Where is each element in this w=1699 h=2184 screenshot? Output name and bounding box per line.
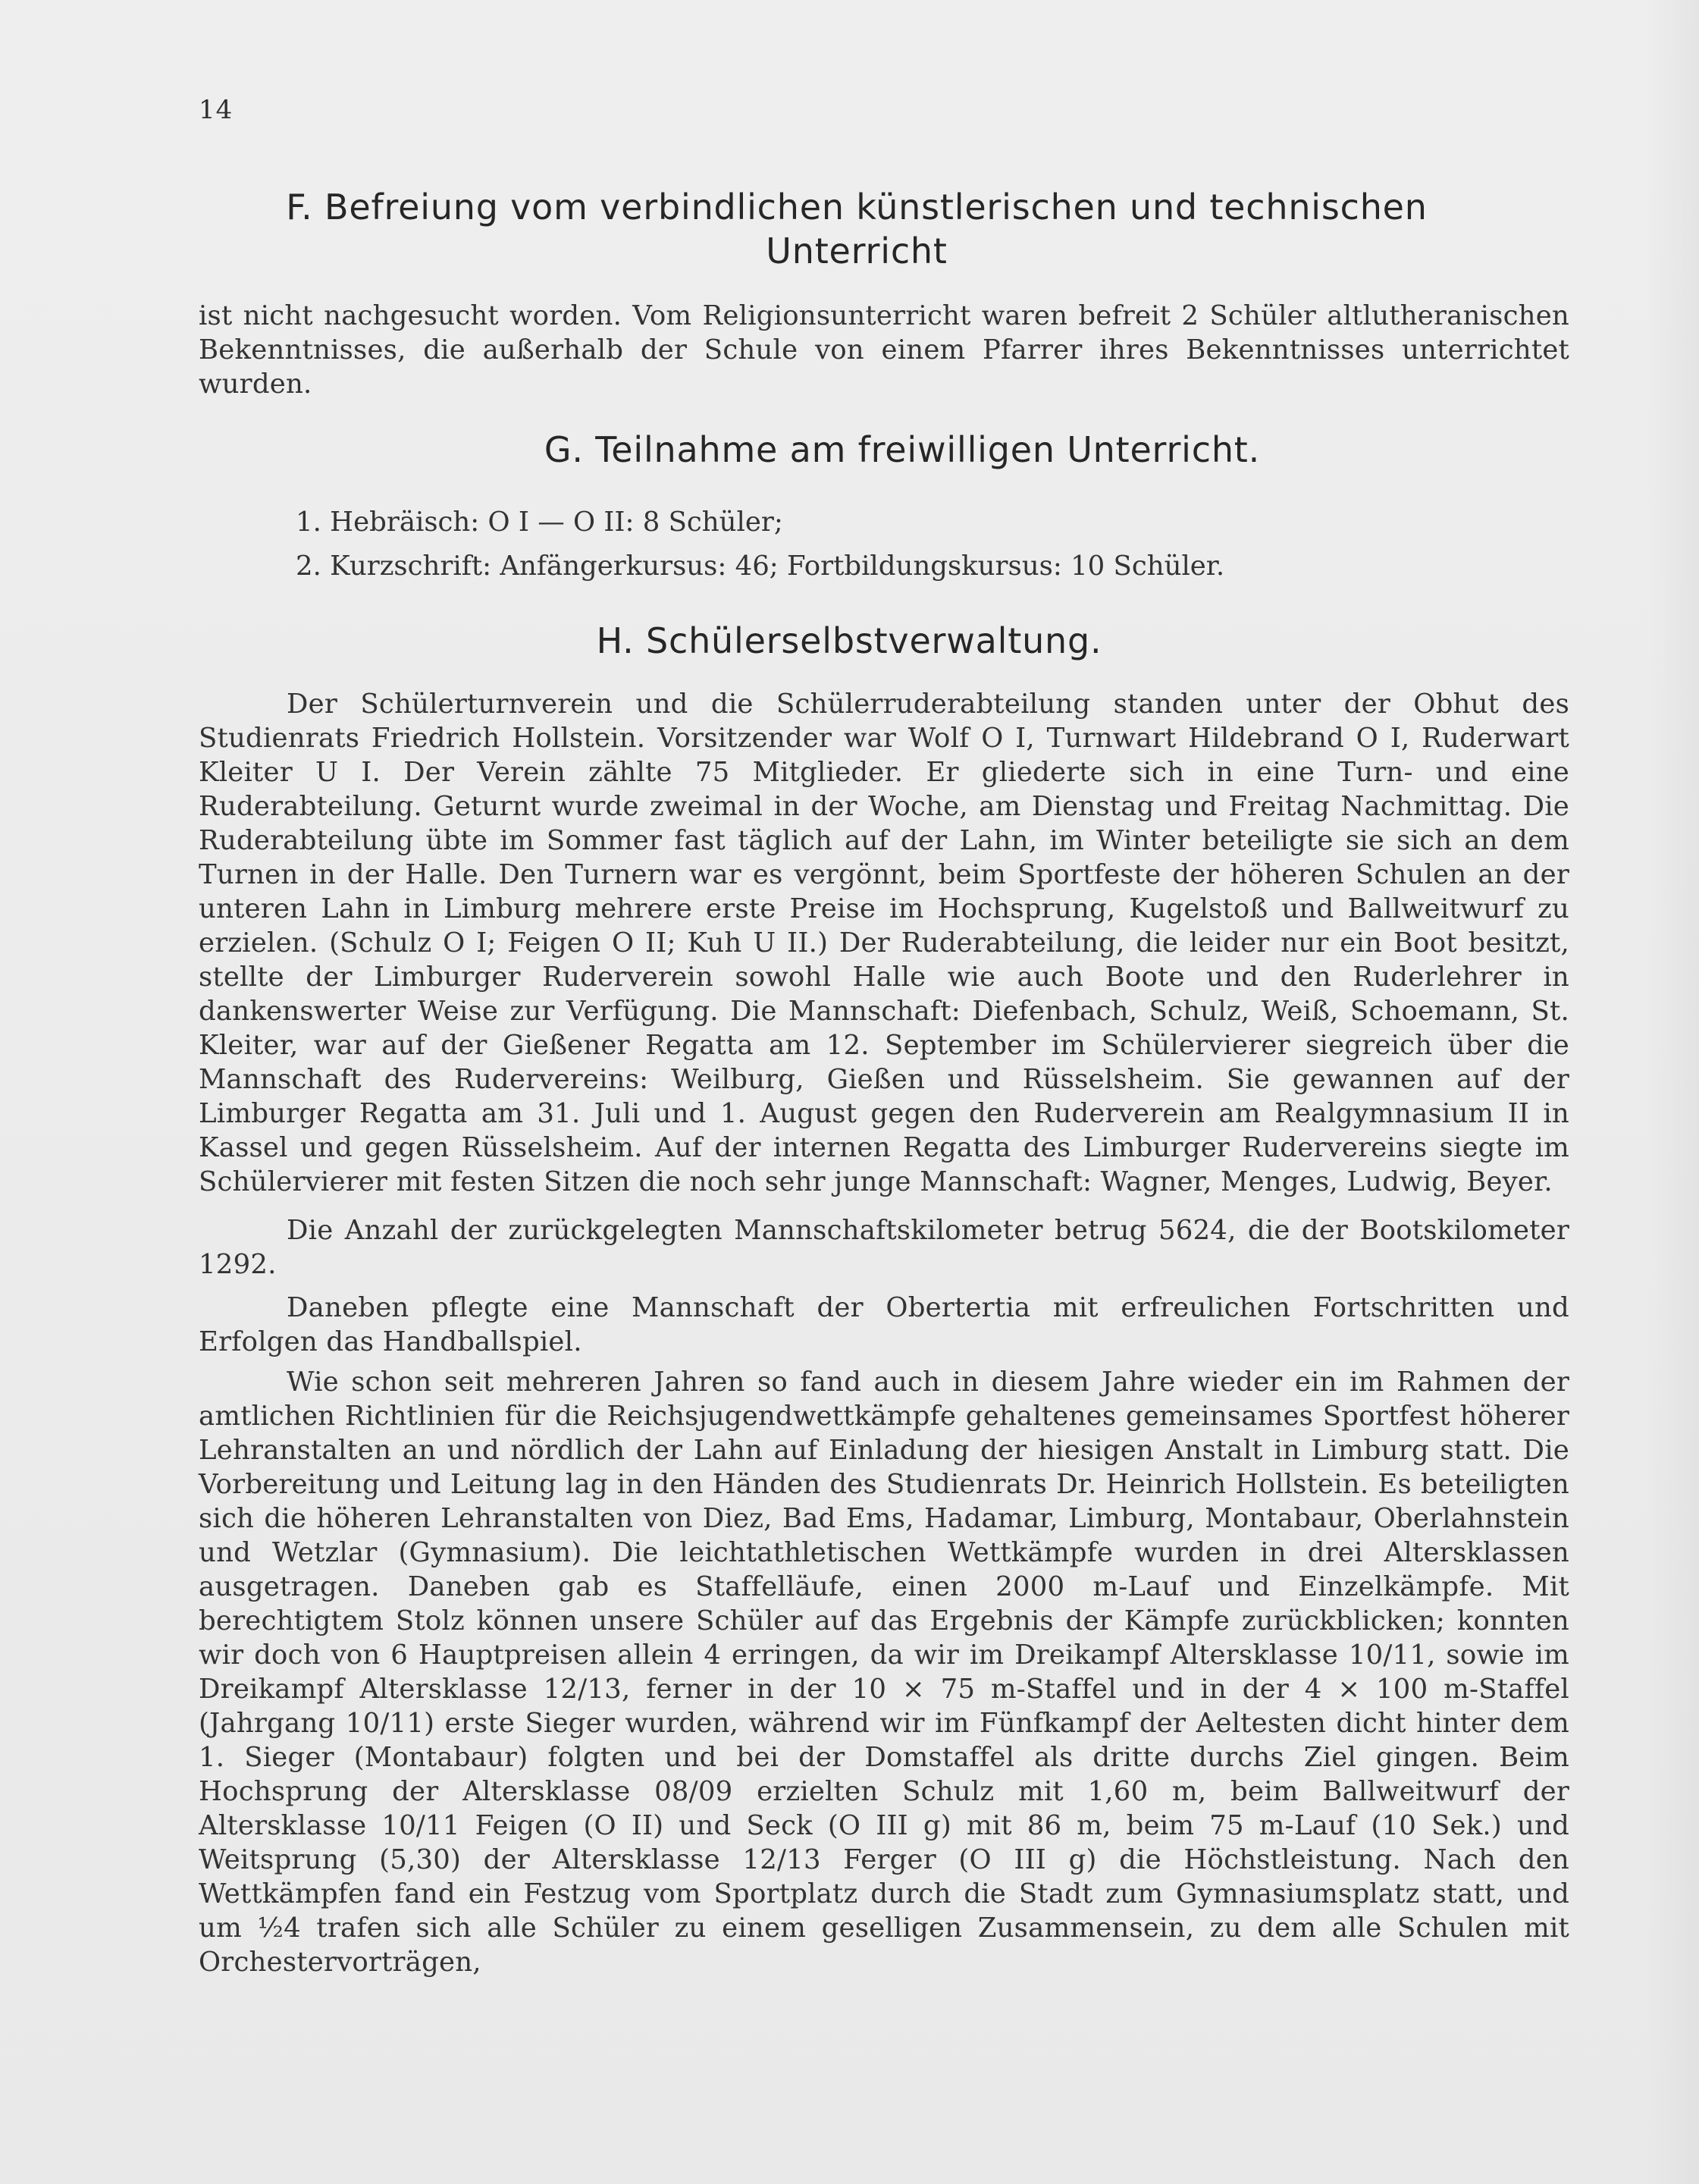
list-item-text: 2. Kurzschrift: Anfängerkursus: 46; Fortbildungskursus: 10 Schüler. bbox=[296, 551, 1225, 582]
list-item-text: 1. Hebräisch: O I — O II: 8 Schüler; bbox=[296, 507, 783, 538]
section-h-paragraph: Die Anzahl der zurückgelegten Mannschaftskilometer betrug 5624, die der Bootskilometer 1292. bbox=[199, 1215, 1569, 1280]
section-h-paragraph: Wie schon seit mehreren Jahren so fand auch in diesem Jahre wieder ein im Rahmen der amtlichen Richtlinien für die Reichsjugendwettkämpfe gehaltenes gemeinsames Sportfest höherer Lehranstalten an und nördlich der Lahn auf Einladung der hiesigen Anstalt in Limburg statt. Die Vorbereitung und Leitung lag in den Händen des Studienrats Dr. Heinrich Hollstein. Es beteiligten sich die höheren Lehranstalten von Diez, Bad Ems, Hadamar, Limburg, Montabaur, Oberlahnstein und Wetzlar (Gymnasium). Die leichtathletischen Wettkämpfe wurden in drei Altersklassen ausgetragen. Daneben gab es Staffelläufe, einen 2000 m-Lauf und Einzelkämpfe. Mit berechtigtem Stolz können unsere Schüler auf das Ergebnis der Kämpfe zurückblicken; konnten wir doch von 6 Hauptpreisen allein 4 erringen, da wir im Dreikampf Altersklasse 10/11, sowie im Dreikampf Altersklasse 12/13, ferner in der 10 × 75 m-Staffel und in der 4 × 100 m-Staffel (Jahrgang 10/11) erste Sieger wurden, während wir im Fünfkampf der Aeltesten dicht hinter dem 1. Sieger (Montabaur) folgten und bei der Domstaffel als dritte durchs Ziel gingen. Beim Hochsprung der Altersklasse 08/09 erzielten Schulz mit 1,60 m, beim Ballweitwurf der Altersklasse 10/11 Feigen (O II) und Seck (O III g) mit 86 m, beim 75 m-Lauf (10 Sek.) und Weitsprung (5,30) der Altersklasse 12/13 Ferger (O III g) die Höchstleistung. Nach den Wettkämpfen fand ein Festzug vom Sportplatz durch die Stadt zum Gymnasiumsplatz statt, und um ½4 trafen sich alle Schüler zu einem geselligen Zusammensein, zu dem alle Schulen mit Orchestervorträgen, bbox=[199, 1367, 1569, 1978]
list-item bbox=[296, 544, 1395, 588]
page-number: 14 bbox=[199, 95, 234, 125]
section-g-list bbox=[296, 500, 1395, 588]
section-h-heading: H. Schülerselbstverwaltung. bbox=[596, 620, 1102, 661]
section-f-heading: F. Befreiung vom verbindlichen künstlerischen und technischen Unterricht bbox=[286, 187, 1428, 271]
section-h-paragraph: Daneben pflegte eine Mannschaft der Obertertia mit erfreulichen Fortschritten und Erfolgen das Handballspiel. bbox=[199, 1292, 1569, 1357]
page-edge-shadow bbox=[1646, 0, 1699, 2184]
section-f-text: ist nicht nachgesucht worden. Vom Religionsunterricht waren befreit 2 Schüler altlutheranischen Bekenntnisses, die außerhalb der Schule von einem Pfarrer ihres Bekenntnisses unterrichtet wurden. bbox=[199, 300, 1569, 400]
section-h-paragraph: Der Schülerturnverein und die Schülerruderabteilung standen unter der Obhut des Studienrats Friedrich Hollstein. Vorsitzender war Wolf O I, Turnwart Hildebrand O I, Ruderwart Kleiter U I. Der Verein zählte 75 Mitglieder. Er gliederte sich in eine Turn- und eine Ruderabteilung. Geturnt wurde zweimal in der Woche, am Dienstag und Freitag Nachmittag. Die Ruderabteilung übte im Sommer fast täglich auf der Lahn, im Winter beteiligte sie sich an dem Turnen in der Halle. Den Turnern war es vergönnt, beim Sportfeste der höheren Schulen an der unteren Lahn in Limburg mehrere erste Preise im Hochsprung, Kugelstoß und Ballweitwurf zu erzielen. (Schulz O I; Feigen O II; Kuh U II.) Der Ruderabteilung, die leider nur ein Boot besitzt, stellte der Limburger Ruderverein sowohl Halle wie auch Boote und den Ruderlehrer in dankenswerter Weise zur Verfügung. Die Mannschaft: Diefenbach, Schulz, Weiß, Schoemann, St. Kleiter, war auf der Gießener Regatta am 12. September im Schülervierer siegreich über die Mannschaft des Rudervereins: Weilburg, Gießen und Rüsselsheim. Sie gewannen auf der Limburger Regatta am 31. Juli und 1. August gegen den Ruderverein am Realgymnasium II in Kassel und gegen Rüsselsheim. Auf der internen Regatta des Limburger Rudervereins siegte im Schülervierer mit festen Sitzen die noch sehr junge Mannschaft: Wagner, Menges, Ludwig, Beyer. bbox=[199, 689, 1569, 1197]
list-item bbox=[296, 500, 1395, 544]
section-g-heading: G. Teilnahme am freiwilligen Unterricht. bbox=[544, 429, 1261, 470]
